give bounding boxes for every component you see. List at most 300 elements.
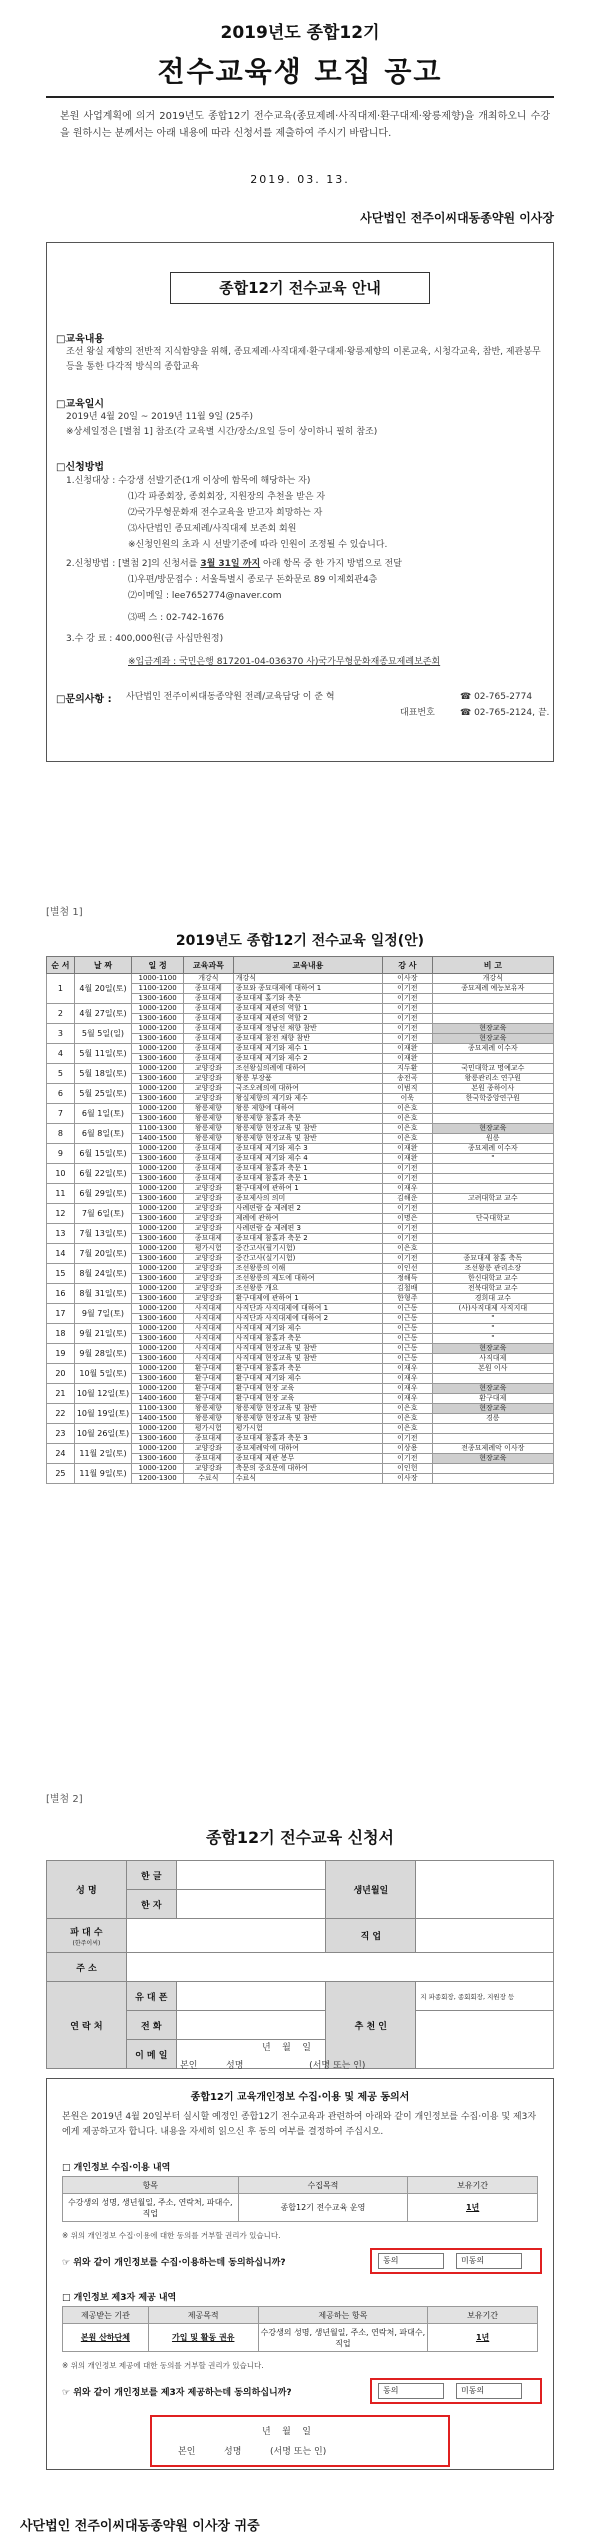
schedule-row <box>47 1464 554 1474</box>
row-number: 4 <box>47 1044 75 1064</box>
subject: 종묘대제 <box>184 1154 234 1164</box>
schedule-row <box>47 1284 554 1294</box>
mobile-label: 유 대 폰 <box>126 1982 176 2011</box>
section-text: 1.신청대상 : 수강생 선발기준(1개 이상에 함목에 해당하는 자) <box>66 476 311 486</box>
issuer: 사단법인 전주이씨대동종약원 이사장 <box>360 211 554 225</box>
subject: 수료식 <box>184 1474 234 1484</box>
remarks: " <box>432 1324 553 1334</box>
cell: 1년 <box>428 2324 538 2352</box>
row-number: 3 <box>47 1024 75 1044</box>
cell: 가입 및 활동 권유 <box>148 2324 258 2352</box>
content: 종묘대제 제기와 제수 2 <box>233 1054 382 1064</box>
content: 종묘제례악에 대하여 <box>233 1444 382 1454</box>
content: 왕릉제향 현장교육 및 참반 <box>233 1414 382 1424</box>
remarks <box>432 1424 553 1434</box>
remarks: 경희대 교수 <box>432 1294 553 1304</box>
row-number: 9 <box>47 1144 75 1164</box>
remarks: 현장교육 <box>432 1384 553 1394</box>
birth-field[interactable] <box>416 1861 554 1919</box>
instructor: 이근동 <box>383 1354 433 1364</box>
subject: 종묘대제 <box>184 1034 234 1044</box>
content: 왕릉제향 현장교육 및 참반 <box>233 1134 382 1144</box>
address-label: 주 소 <box>47 1953 127 1982</box>
col-header: 보유기간 <box>428 2307 538 2324</box>
remarks: 개강식 <box>432 974 553 984</box>
remarks <box>432 1224 553 1234</box>
time-slot: 1200-1300 <box>132 1474 184 1484</box>
remarks <box>432 1104 553 1114</box>
content: 왕실제향의 제기와 제수 <box>233 1094 382 1104</box>
row-date: 6월 29일(토) <box>74 1184 131 1204</box>
row-date: 6월 22일(토) <box>74 1164 131 1184</box>
schedule-row <box>47 1184 554 1194</box>
remarks: 종묘대제 참홀 축독 <box>432 1254 553 1264</box>
notice-title: 전수교육생 모집 공고 <box>157 55 443 88</box>
disagree-checkbox[interactable]: 미동의 <box>456 2383 522 2399</box>
time-slot: 1000-1200 <box>132 1324 184 1334</box>
time-slot: 1300-1600 <box>132 1234 184 1244</box>
instructor: 이재우 <box>383 1184 433 1194</box>
row-date: 10월 26일(토) <box>74 1424 131 1444</box>
subject: 교양강좌 <box>184 1464 234 1474</box>
content: 환구대제에 관하여 1 <box>233 1184 382 1194</box>
remarks <box>432 1434 553 1444</box>
section-text: ⑴각 파종회장, 종회회장, 지원장의 추천을 받은 자 <box>128 492 326 502</box>
agree-checkbox[interactable]: 동의 <box>378 2253 444 2269</box>
remarks <box>432 1474 553 1484</box>
remarks: 현장교육 <box>432 1124 553 1134</box>
remarks: 현장교육 <box>432 1024 553 1034</box>
row-number: 25 <box>47 1464 75 1484</box>
row-number: 6 <box>47 1084 75 1104</box>
content: 종묘대제 제기와 제수 3 <box>233 1144 382 1154</box>
time-slot: 1300-1600 <box>132 1374 184 1384</box>
subject: 사직대제 <box>184 1334 234 1344</box>
time-slot: 1400-1500 <box>132 1414 184 1424</box>
instructor: 이은호 <box>383 1404 433 1414</box>
time-slot: 1300-1600 <box>132 994 184 1004</box>
instructor: 이기전 <box>383 1014 433 1024</box>
content: 국조오례의에 대하여 <box>233 1084 382 1094</box>
schedule-row <box>47 1124 554 1134</box>
consent-section-heading: □ 개인정보 제3자 제공 내역 <box>62 2293 177 2303</box>
instructor: 이근동 <box>383 1314 433 1324</box>
content: 중간고사(필기시험) <box>233 1244 382 1254</box>
content: 조선왕실의례에 대하여 <box>233 1064 382 1074</box>
cell: 본원 산하단체 <box>63 2324 149 2352</box>
address-field[interactable] <box>126 1953 553 1982</box>
instructor: 이기전 <box>383 994 433 1004</box>
attachment-label: [별첨 2] <box>46 1794 83 1805</box>
instructor: 이은호 <box>383 1124 433 1134</box>
content: 종묘대제 제관의 역할 1 <box>233 1004 382 1014</box>
schedule-row <box>47 1144 554 1154</box>
rights-note: ※ 위의 개인정보 수집·이용에 대한 동의를 거부할 권리가 있습니다. <box>62 2231 281 2240</box>
disagree-checkbox[interactable]: 미동의 <box>456 2253 522 2269</box>
row-date: 8월 24일(토) <box>74 1264 131 1284</box>
col-header: 제공목적 <box>148 2307 258 2324</box>
cell: 종합12기 전수교육 운영 <box>238 2194 408 2222</box>
instructor: 이기전 <box>383 1174 433 1184</box>
content: 왕릉제향 참홀과 축문 <box>233 1114 382 1124</box>
remarks: 전북대학교 교수 <box>432 1284 553 1294</box>
row-date: 11월 9일(토) <box>74 1464 131 1484</box>
instructor: 이은호 <box>383 1424 433 1434</box>
phone-label: 전 화 <box>126 2011 176 2040</box>
subject: 왕릉제향 <box>184 1124 234 1134</box>
remarks: 한국학중앙연구원 <box>432 1094 553 1104</box>
time-slot: 1100-1200 <box>132 984 184 994</box>
contact-label: 연 락 처 <box>47 1982 127 2069</box>
instructor: 이은호 <box>383 1244 433 1254</box>
notice-box-title: 종합12기 전수교육 안내 <box>170 272 430 304</box>
subject: 교양강좌 <box>184 1264 234 1274</box>
text-part: 아래 항목 중 한 가지 방법으로 전달 <box>260 559 402 569</box>
row-number: 7 <box>47 1104 75 1124</box>
time-slot: 1300-1600 <box>132 1434 184 1444</box>
schedule-row <box>47 1264 554 1274</box>
remarks: 전종묘제례악 이사장 <box>432 1444 553 1454</box>
time-slot: 1000-1200 <box>132 1424 184 1434</box>
schedule-col-header: 비 고 <box>432 957 553 974</box>
content: 사직대제 현장교육 및 참반 <box>233 1354 382 1364</box>
subject: 종묘대제 <box>184 1454 234 1464</box>
section-heading: □신청방법 <box>56 462 105 473</box>
row-number: 1 <box>47 974 75 1004</box>
subject: 교양강좌 <box>184 1444 234 1454</box>
remarks <box>432 1464 553 1474</box>
remarks <box>432 1014 553 1024</box>
schedule-row <box>47 1424 554 1434</box>
third-party-table <box>62 2306 538 2352</box>
row-date: 5월 25일(토) <box>74 1084 131 1104</box>
remarks: 원릉 <box>432 1134 553 1144</box>
row-number: 24 <box>47 1444 75 1464</box>
time-slot: 1000-1100 <box>132 974 184 984</box>
row-number: 12 <box>47 1204 75 1224</box>
consent-intro: 본원은 2019년 4월 20일부터 실시할 예정인 종합12기 전수교육과 관련하여 아래와 같이 개인정보를 수집·이용 및 제3자에게 제공하고자 합니다. 내용을 자세히 읽으신 후 동의 여부를 결정하여 주십시오. <box>62 2112 537 2137</box>
subject: 종묘대제 <box>184 1234 234 1244</box>
section-text: 2019년 4월 20일 ~ 2019년 11월 9일 (25주) <box>66 412 254 422</box>
content: 종묘대제 참홀과 축문 1 <box>233 1164 382 1174</box>
section-text: ⑴우편/방문접수 : 서울특별시 종로구 돈화문로 89 이제회관4층 <box>128 575 378 585</box>
row-date: 8월 31일(토) <box>74 1284 131 1304</box>
row-date: 10월 5일(토) <box>74 1364 131 1384</box>
schedule-col-header: 교육내용 <box>233 957 382 974</box>
instructor: 이은호 <box>383 1414 433 1424</box>
deadline: 3월 31일 까지 <box>200 559 261 569</box>
instructor: 이상용 <box>383 1444 433 1454</box>
content: 사직단과 사직대제에 대하여 1 <box>233 1304 382 1314</box>
schedule-col-header: 순 서 <box>47 957 75 974</box>
section-text <box>66 557 546 572</box>
instructor: 이사장 <box>383 1474 433 1484</box>
content: 사례편람 습 제례편 3 <box>233 1224 382 1234</box>
section-text: ⑵국가무형문화재 전수교육을 받고자 희망하는 자 <box>128 508 323 518</box>
instructor: 이근동 <box>383 1344 433 1354</box>
phone-field[interactable] <box>176 2011 326 2040</box>
subject: 왕릉제향 <box>184 1414 234 1424</box>
content: 사례편람 습 제례편 2 <box>233 1204 382 1214</box>
remarks: 단국대학교 <box>432 1214 553 1224</box>
content: 축문의 중요문에 대하여 <box>233 1464 382 1474</box>
time-slot: 1000-1200 <box>132 1144 184 1154</box>
time-slot: 1300-1600 <box>132 1074 184 1084</box>
row-number: 14 <box>47 1244 75 1264</box>
remarks: 현장교육 <box>432 1344 553 1354</box>
schedule-header-row <box>47 957 554 974</box>
instructor: 이은호 <box>383 1104 433 1114</box>
schedule-row <box>47 1064 554 1074</box>
schedule-body <box>47 974 554 1484</box>
row-date: 7월 13일(토) <box>74 1224 131 1244</box>
col-header: 보유기간 <box>408 2177 538 2194</box>
content: 종묘대제 참홀과 축문 1 <box>233 1174 382 1184</box>
recommender-note: 지 파종회장, 종회회장, 지원장 등 <box>416 1982 554 2011</box>
schedule-row <box>47 1324 554 1334</box>
schedule-row <box>47 974 554 984</box>
remarks <box>432 1054 553 1064</box>
fee-line: 3.수 강 료 : 400,000원(금 사십만원정) <box>66 634 224 644</box>
section-text: ※신청인원의 초과 시 선발기준에 따라 인원이 조정될 수 있습니다. <box>128 540 388 550</box>
time-slot: 1000-1200 <box>132 1384 184 1394</box>
time-slot: 1100-1300 <box>132 1124 184 1134</box>
remarks: " <box>432 1154 553 1164</box>
recommender-label: 추 천 인 <box>326 1982 416 2069</box>
remarks: 국민대학교 명예교수 <box>432 1064 553 1074</box>
time-slot: 1000-1200 <box>132 1444 184 1454</box>
instructor: 이인선 <box>383 1264 433 1274</box>
row-date: 11월 2일(토) <box>74 1444 131 1464</box>
remarks <box>432 1244 553 1254</box>
row-number: 19 <box>47 1344 75 1364</box>
subject: 사직대제 <box>184 1354 234 1364</box>
instructor: 이기전 <box>383 1164 433 1174</box>
job-label: 직 업 <box>326 1919 416 1953</box>
time-slot: 1000-1200 <box>132 1364 184 1374</box>
subject: 종묘대제 <box>184 1014 234 1024</box>
application-title: 종합12기 전수교육 신청서 <box>206 1828 394 1847</box>
content: 환구대제 현장 교육 <box>233 1384 382 1394</box>
time-slot: 1000-1200 <box>132 1284 184 1294</box>
row-date: 6월 8일(토) <box>74 1124 131 1144</box>
row-date: 5월 18일(토) <box>74 1064 131 1084</box>
instructor: 이기전 <box>383 1454 433 1464</box>
content: 환구대제 제기와 제수 <box>233 1374 382 1384</box>
subject: 교양강좌 <box>184 1084 234 1094</box>
instructor: 이근동 <box>383 1334 433 1344</box>
instructor: 이재완 <box>383 1054 433 1064</box>
korean-name-field[interactable] <box>176 1861 326 1890</box>
col-header: 제공하는 항목 <box>258 2307 428 2324</box>
subject: 종묘대제 <box>184 1004 234 1014</box>
subject: 평가시험 <box>184 1244 234 1254</box>
remarks: " <box>432 1314 553 1324</box>
sign-date: 년 월 일 <box>262 2427 311 2437</box>
time-slot: 1100-1300 <box>132 1404 184 1414</box>
col-header: 제공받는 기관 <box>63 2307 149 2324</box>
instructor: 이범직 <box>383 1084 433 1094</box>
text-part: 2.신청방법 : [별첨 2]의 신청서를 <box>66 559 201 569</box>
row-number: 10 <box>47 1164 75 1184</box>
content: 사직대제 참홀과 축문 <box>233 1334 382 1344</box>
schedule-row <box>47 1244 554 1254</box>
subject: 왕릉제향 <box>184 1404 234 1414</box>
row-date: 6월 1일(토) <box>74 1104 131 1124</box>
remarks: (사)사직대제 사직지대 <box>432 1304 553 1314</box>
time-slot: 1400-1600 <box>132 1394 184 1404</box>
subject: 교양강좌 <box>184 1294 234 1304</box>
subject: 교양강좌 <box>184 1064 234 1074</box>
subject: 환구대제 <box>184 1384 234 1394</box>
cell: 수강생의 성명, 생년월일, 주소, 연락처, 파대수, 직업 <box>258 2324 428 2352</box>
subject: 종묘대제 <box>184 994 234 1004</box>
subject: 교양강좌 <box>184 1254 234 1264</box>
schedule-row <box>47 1004 554 1014</box>
schedule-row <box>47 1024 554 1034</box>
time-slot: 1300-1600 <box>132 1154 184 1164</box>
time-slot: 1300-1600 <box>132 1274 184 1284</box>
time-slot: 1300-1600 <box>132 1454 184 1464</box>
remarks <box>432 1004 553 1014</box>
time-slot: 1000-1200 <box>132 1184 184 1194</box>
remarks: 현장교육 <box>432 1034 553 1044</box>
content: 사직대제 현장교육 및 참반 <box>233 1344 382 1354</box>
instructor: 이기전 <box>383 1434 433 1444</box>
sign-date: 년 월 일 <box>262 2043 311 2053</box>
row-date: 5월 11일(토) <box>74 1044 131 1064</box>
time-slot: 1000-1200 <box>132 1204 184 1214</box>
row-date: 10월 19일(토) <box>74 1404 131 1424</box>
remarks: 본원 이사 <box>432 1364 553 1374</box>
time-slot: 1000-1200 <box>132 1224 184 1234</box>
schedule-col-header: 강 사 <box>383 957 433 974</box>
mobile-field[interactable] <box>176 1982 326 2011</box>
content: 환구대제 참홀과 축문 <box>233 1364 382 1374</box>
time-slot: 1000-1200 <box>132 1064 184 1074</box>
instructor: 이근동 <box>383 1304 433 1314</box>
content: 종묘제사의 의미 <box>233 1194 382 1204</box>
subject: 교양강좌 <box>184 1184 234 1194</box>
row-number: 17 <box>47 1304 75 1324</box>
schedule-row <box>47 1404 554 1414</box>
section-text: 조선 왕실 제향의 전반적 지식함양을 위해, 종묘제례·사직대제·환구대제·왕릉제향의 이론교육, 시청각교육, 참반, 제관봉무 등을 통한 다각적 방식의 종합교육 <box>66 347 541 372</box>
schedule-row <box>47 1304 554 1314</box>
content: 사직단과 사직대제에 대하여 2 <box>233 1314 382 1324</box>
subject: 환구대제 <box>184 1364 234 1374</box>
row-date: 5월 5일(일) <box>74 1024 131 1044</box>
time-slot: 1300-1600 <box>132 1214 184 1224</box>
instructor: 이기전 <box>383 1034 433 1044</box>
content: 종묘와 종묘대제에 대하여 1 <box>233 984 382 994</box>
content: 왕릉제향 현장교육 및 참반 <box>233 1404 382 1414</box>
time-slot: 1300-1600 <box>132 1294 184 1304</box>
content: 수료식 <box>233 1474 382 1484</box>
section-text: ⑶사단법인 종묘제례/사직대제 보존회 회원 <box>128 524 297 534</box>
instructor: 이은호 <box>383 1114 433 1124</box>
content: 평가시험 <box>233 1424 382 1434</box>
section-heading: □교육일시 <box>56 399 105 410</box>
footer-addressee: 사단법인 전주이씨대동종약원 이사장 귀중 <box>20 2519 260 2534</box>
remarks: 본원 종하이사 <box>432 1084 553 1094</box>
time-slot: 1300-1600 <box>132 1094 184 1104</box>
row-date: 4월 27일(토) <box>74 1004 131 1024</box>
instructor: 이기전 <box>383 984 433 994</box>
instructor: 이재우 <box>383 1374 433 1384</box>
subject: 왕릉제향 <box>184 1114 234 1124</box>
instructor: 이사장 <box>383 974 433 984</box>
consent-section-heading: □ 개인정보 수집·이용 내역 <box>62 2163 171 2173</box>
consent-question: ☞ 위와 같이 개인정보를 수집·이용하는데 동의하십니까? <box>62 2258 286 2268</box>
content: 중간고사(실기시험) <box>233 1254 382 1264</box>
divider <box>46 96 554 98</box>
agree-checkbox[interactable]: 동의 <box>378 2383 444 2399</box>
subject: 사직대제 <box>184 1304 234 1314</box>
contact-heading: □문의사항 : <box>56 694 112 705</box>
instructor: 이기전 <box>383 1024 433 1034</box>
subject: 종묘대제 <box>184 984 234 994</box>
row-number: 21 <box>47 1384 75 1404</box>
content: 왕릉제향 현장교육 및 참반 <box>233 1124 382 1134</box>
col-header: 수집목적 <box>238 2177 408 2194</box>
contact-phone: ☎ 02-765-2124, 끝. <box>460 708 550 718</box>
subject: 종묘대제 <box>184 1024 234 1034</box>
time-slot: 1300-1600 <box>132 1034 184 1044</box>
subject: 사직대제 <box>184 1314 234 1324</box>
time-slot: 1000-1200 <box>132 1344 184 1354</box>
job-field[interactable] <box>416 1919 554 1953</box>
time-slot: 1300-1600 <box>132 1194 184 1204</box>
row-number: 16 <box>47 1284 75 1304</box>
cell: 1년 <box>408 2194 538 2222</box>
row-date: 6월 15일(토) <box>74 1144 131 1164</box>
time-slot: 1000-1200 <box>132 1084 184 1094</box>
instructor: 송전곡 <box>383 1074 433 1084</box>
intro-paragraph: 본원 사업계획에 의거 2019년도 종합12기 전수교육(종묘제례·사직대제·환구대제·왕릉제향)을 개최하오니 수강을 원하시는 분께서는 아래 내용에 따라 신청서를 제출하여 주시기 바랍니다. <box>60 111 550 139</box>
instructor: 정해득 <box>383 1274 433 1284</box>
hanja-name-label: 한 자 <box>126 1890 176 1919</box>
time-slot: 1000-1200 <box>132 1304 184 1314</box>
schedule-row <box>47 1364 554 1374</box>
instructor: 이재우 <box>383 1394 433 1404</box>
contact-phone: ☎ 02-765-2774 <box>460 692 533 702</box>
row-date: 9월 7일(토) <box>74 1304 131 1324</box>
recommender-field[interactable] <box>416 2011 554 2069</box>
time-slot: 1000-1200 <box>132 1464 184 1474</box>
content: 왕릉 부장품 <box>233 1074 382 1084</box>
time-slot: 1300-1600 <box>132 1254 184 1264</box>
subject: 교양강좌 <box>184 1204 234 1214</box>
remarks: 현장교육 <box>432 1454 553 1464</box>
remarks: 왕릉관리소 연구원 <box>432 1074 553 1084</box>
consent-title: 종합12기 교육개인정보 수집·이용 및 제공 동의서 <box>190 2092 410 2103</box>
subject: 교양강좌 <box>184 1274 234 1284</box>
subject: 종묘대제 <box>184 1044 234 1054</box>
contact-text: 사단법인 전주이씨대동종약원 전례/교육담당 이 준 혁 <box>126 692 335 702</box>
clan-label-note: (한주이씨) <box>72 1939 101 1947</box>
schedule-row <box>47 1344 554 1354</box>
hanja-name-field[interactable] <box>176 1890 326 1919</box>
remarks: 사직대제 <box>432 1354 553 1364</box>
row-number: 22 <box>47 1404 75 1424</box>
section-text: ※상세일정은 [별첨 1] 참조(각 교육별 시간/장소/요일 등이 상이하니 필히 참조) <box>66 427 378 437</box>
row-number: 5 <box>47 1064 75 1084</box>
subject: 교양강좌 <box>184 1194 234 1204</box>
fax-line: ⑶팩 스 : 02-742-1676 <box>128 613 225 623</box>
clan-field[interactable] <box>126 1919 326 1953</box>
subject: 교양강좌 <box>184 1214 234 1224</box>
remarks <box>432 1174 553 1184</box>
